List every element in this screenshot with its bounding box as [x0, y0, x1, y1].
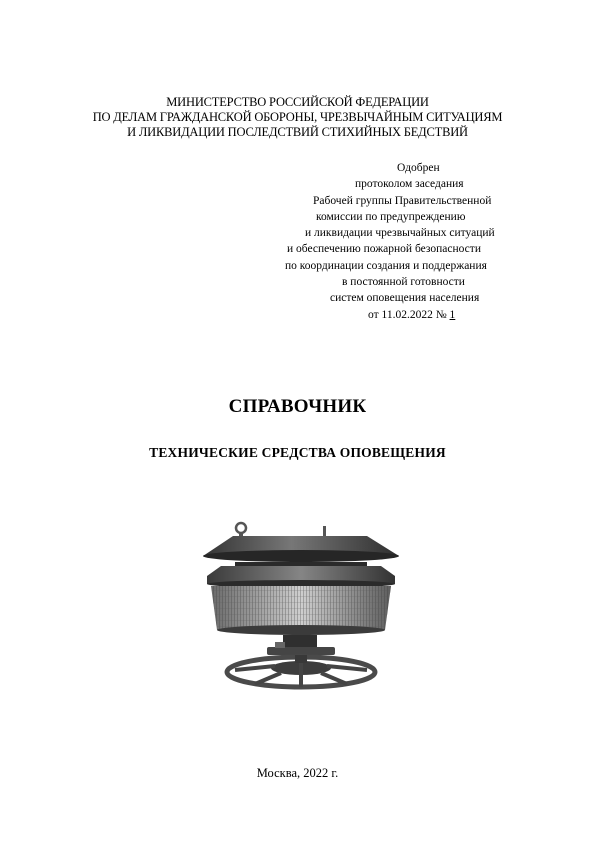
approval-line-3: Рабочей группы Правительственной: [313, 194, 492, 207]
approval-line-9: систем оповещения населения: [330, 292, 480, 305]
approval-date: от 11.02.2022 №: [368, 308, 450, 321]
approval-date-line: [260, 307, 580, 323]
document-title: СПРАВОЧНИК: [228, 396, 367, 417]
approval-line-5: и ликвидации чрезвычайных ситуаций: [305, 227, 495, 240]
lifting-eye: [236, 523, 246, 538]
document-subtitle: ТЕХНИЧЕСКИЕ СРЕДСТВА ОПОВЕЩЕНИЯ: [149, 445, 446, 460]
siren-icon: [195, 518, 405, 694]
approval-line-7: по координации создания и поддержания: [285, 259, 487, 272]
header-line-2: ПО ДЕЛАМ ГРАЖДАНСКОЙ ОБОРОНЫ, ЧРЕЗВЫЧАЙНЫМ СИТУАЦИЯМ: [92, 110, 503, 124]
header-line-1: МИНИСТЕРСТВО РОССИЙСКОЙ ФЕДЕРАЦИИ: [166, 95, 429, 109]
approval-line-2: протоколом заседания: [355, 178, 464, 191]
header-line-3: И ЛИКВИДАЦИИ ПОСЛЕДСТВИЙ СТИХИЙНЫХ БЕДСТВИЙ: [127, 125, 468, 139]
approval-line-1: Одобрен: [397, 162, 440, 174]
document-footer: Москва, 2022 г.: [256, 766, 339, 780]
approval-line-8: в постоянной готовности: [342, 276, 465, 289]
protocol-number: 1: [449, 308, 456, 321]
approval-line-4: комиссии по предупреждению: [316, 210, 466, 223]
approval-line-6: и обеспечению пожарной безопасности: [287, 243, 481, 256]
ministry-header: [40, 95, 555, 140]
approval-block: [260, 160, 580, 323]
